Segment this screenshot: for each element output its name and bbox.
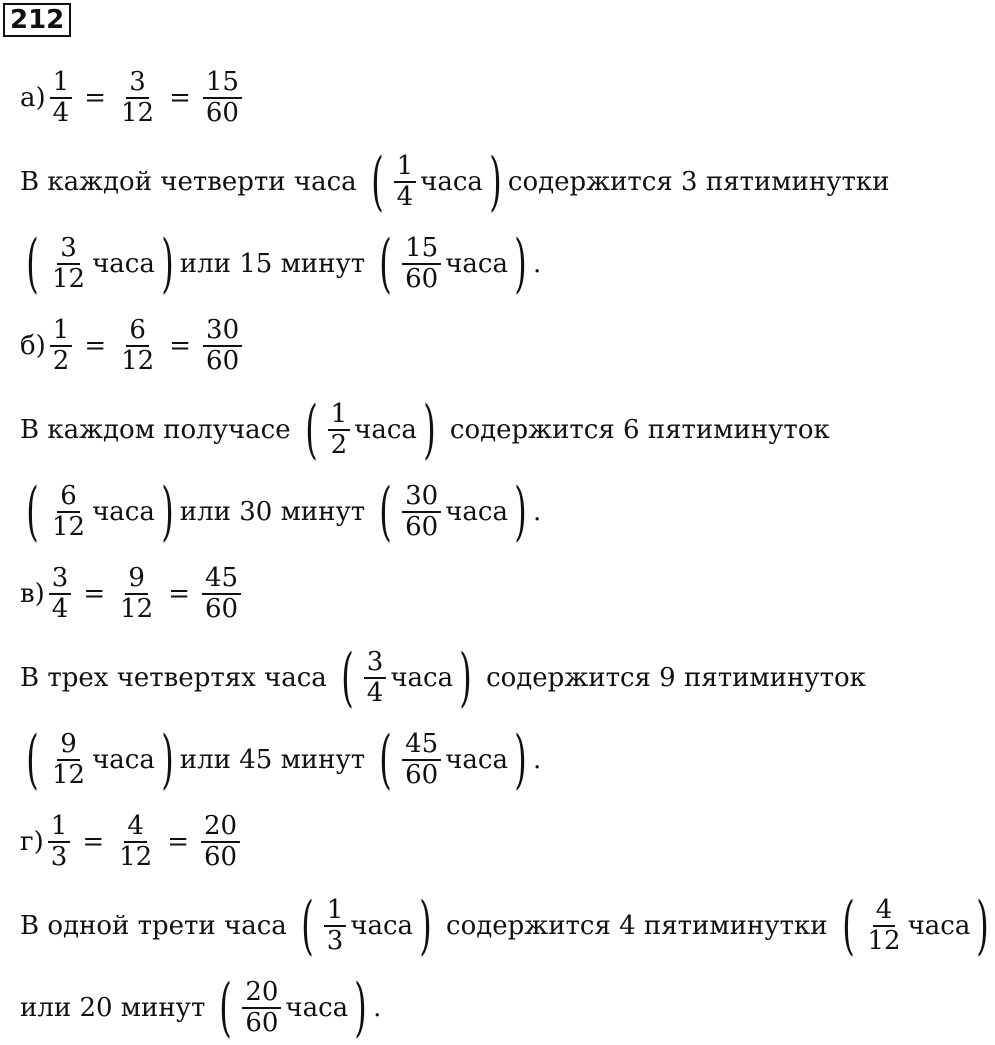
parenthesized-fraction	[20, 227, 180, 301]
text-span: б)	[20, 330, 46, 361]
parenthesis: (	[304, 393, 318, 467]
text-span: в)	[20, 578, 45, 609]
denominator: 60	[405, 264, 439, 294]
fraction	[242, 978, 281, 1037]
equation-d	[20, 812, 244, 871]
text-line-c1	[20, 641, 866, 715]
denominator: 60	[204, 841, 238, 872]
numerator: 9	[125, 564, 148, 595]
equals-sign: =	[167, 826, 189, 857]
fraction	[865, 896, 904, 955]
text-span: или 45 минут	[179, 745, 366, 775]
equals-sign: =	[168, 578, 191, 609]
parenthesis: )	[354, 971, 367, 1045]
parenthesis: (	[219, 971, 233, 1045]
text-line-d2	[20, 971, 382, 1045]
task-number: 212	[3, 3, 71, 37]
equals-sign: =	[169, 330, 192, 361]
numerator: 4	[124, 812, 147, 843]
fraction	[49, 564, 72, 623]
parenthesis: )	[489, 145, 502, 219]
fraction	[49, 234, 88, 293]
parenthesis: (	[26, 723, 39, 797]
fraction	[49, 482, 88, 541]
equation-b	[20, 316, 246, 375]
denominator: 2	[330, 430, 348, 460]
text-span: .	[373, 993, 382, 1023]
parenthesis: )	[514, 227, 527, 301]
label-a: а)	[20, 82, 46, 113]
parenthesis: )	[161, 723, 174, 797]
denominator: 60	[405, 760, 439, 790]
fraction	[203, 316, 242, 375]
text-span: или 20 минут	[20, 993, 206, 1023]
text-span: В трех четвертях часа	[20, 663, 327, 693]
text-span: часа	[350, 911, 414, 941]
numerator: 45	[202, 564, 241, 595]
text-line-c2	[20, 723, 542, 797]
text-span: В каждой четверти часа	[20, 167, 357, 197]
parenthesized-fraction	[335, 641, 478, 715]
parenthesis: (	[841, 889, 855, 963]
parenthesis: (	[341, 641, 354, 715]
parenthesis: (	[379, 723, 392, 797]
text-line-a1	[20, 145, 890, 219]
numerator: 9	[57, 730, 80, 761]
fraction	[50, 316, 73, 375]
numerator: 30	[402, 482, 441, 513]
parenthesized-fraction	[20, 723, 180, 797]
numerator: 20	[201, 812, 240, 843]
denominator: 4	[52, 97, 70, 128]
denominator: 12	[121, 97, 155, 128]
text-span: часа	[390, 663, 454, 693]
numerator: 15	[203, 68, 242, 99]
fraction	[118, 68, 157, 127]
numerator: 1	[50, 68, 73, 99]
numerator: 1	[394, 152, 417, 183]
parenthesis: )	[976, 889, 990, 963]
text-line-d1	[20, 889, 995, 963]
denominator: 60	[205, 593, 239, 624]
text-span: часа	[445, 497, 508, 527]
text-line-a2	[20, 227, 542, 301]
text-span: содержится 3 пятиминутки	[507, 167, 890, 197]
denominator: 4	[51, 593, 69, 624]
parenthesis: )	[419, 889, 432, 963]
text-span: или 30 минут	[179, 497, 366, 527]
text-span: г)	[20, 826, 44, 857]
text-span: часа	[420, 167, 483, 197]
text-span: часа	[445, 249, 508, 279]
fraction	[394, 152, 417, 211]
parenthesis: (	[26, 227, 39, 301]
parenthesized-fraction	[373, 227, 533, 301]
denominator: 4	[396, 182, 414, 212]
fraction	[202, 564, 241, 623]
numerator: 1	[324, 896, 347, 927]
fraction	[116, 812, 155, 871]
fraction	[49, 730, 88, 789]
denominator: 12	[867, 926, 901, 956]
numerator: 1	[50, 316, 73, 347]
denominator: 3	[50, 841, 68, 872]
parenthesis: (	[26, 475, 39, 549]
text-span: или 15 минут	[179, 249, 366, 279]
fraction	[50, 68, 73, 127]
numerator: 3	[364, 648, 387, 679]
numerator: 45	[402, 730, 441, 761]
denominator: 12	[51, 760, 86, 790]
numerator: 15	[402, 234, 441, 265]
numerator: 3	[126, 68, 149, 99]
parenthesized-fraction	[213, 971, 373, 1045]
parenthesized-fraction	[373, 723, 533, 797]
parenthesis: )	[161, 227, 174, 301]
parenthesis: (	[379, 475, 392, 549]
fraction	[364, 648, 387, 707]
parenthesized-fraction	[299, 393, 442, 467]
parenthesized-fraction	[373, 475, 533, 549]
parenthesized-fraction	[295, 889, 438, 963]
text-span: часа	[92, 745, 155, 775]
denominator: 12	[121, 345, 155, 376]
text-span: часа	[354, 415, 417, 445]
numerator: 4	[873, 896, 896, 927]
equation-a	[20, 68, 246, 127]
numerator: 6	[126, 316, 149, 347]
text-span: В каждом получасе	[20, 415, 291, 445]
denominator: 60	[405, 512, 439, 542]
text-span: часа	[285, 993, 349, 1023]
parenthesis: )	[514, 475, 527, 549]
equals-sign: =	[83, 578, 106, 609]
equals-sign: =	[169, 82, 191, 113]
equals-sign: =	[84, 82, 106, 113]
text-span: В одной трети часа	[20, 911, 287, 941]
denominator: 12	[119, 841, 153, 872]
fraction	[402, 730, 441, 789]
fraction	[48, 812, 71, 871]
parenthesis: )	[161, 475, 174, 549]
parenthesized-fraction	[365, 145, 508, 219]
denominator: 2	[52, 345, 70, 376]
fraction	[118, 316, 157, 375]
text-span: содержится 6 пятиминуток	[449, 415, 830, 445]
numerator: 1	[48, 812, 71, 843]
text-span: содержится 4 пятиминутки	[446, 911, 828, 941]
numerator: 30	[203, 316, 242, 347]
numerator: 6	[57, 482, 80, 513]
text-span: часа	[907, 911, 971, 941]
fraction	[402, 234, 441, 293]
equation-c	[20, 564, 245, 623]
denominator: 12	[51, 512, 86, 542]
text-span: .	[532, 249, 542, 279]
fraction	[201, 812, 240, 871]
denominator: 12	[51, 264, 86, 294]
parenthesis: )	[514, 723, 527, 797]
parenthesis: (	[379, 227, 392, 301]
parenthesis: )	[459, 641, 472, 715]
equals-sign: =	[84, 330, 107, 361]
denominator: 60	[206, 345, 240, 376]
text-span: .	[532, 497, 542, 527]
text-span: часа	[445, 745, 508, 775]
denominator: 12	[120, 593, 154, 624]
numerator: 3	[57, 234, 80, 265]
text-span: .	[532, 745, 542, 775]
denominator: 3	[326, 926, 344, 956]
numerator: 20	[242, 978, 281, 1009]
text-span: содержится 9 пятиминуток	[486, 663, 866, 693]
text-span: часа	[92, 249, 155, 279]
denominator: 60	[245, 1008, 279, 1038]
numerator: 1	[328, 400, 351, 431]
parenthesized-fraction	[836, 889, 995, 963]
text-span: часа	[92, 497, 155, 527]
fraction	[402, 482, 441, 541]
equals-sign: =	[82, 826, 105, 857]
fraction	[324, 896, 347, 955]
text-line-b2	[20, 475, 542, 549]
fraction	[117, 564, 156, 623]
numerator: 3	[49, 564, 72, 595]
text-line-b1	[20, 393, 830, 467]
denominator: 4	[366, 678, 384, 708]
parenthesis: (	[370, 145, 384, 219]
fraction	[328, 400, 351, 459]
fraction	[203, 68, 242, 127]
parenthesized-fraction	[20, 475, 180, 549]
denominator: 60	[205, 97, 239, 128]
parenthesis: (	[301, 889, 314, 963]
parenthesis: )	[423, 393, 436, 467]
